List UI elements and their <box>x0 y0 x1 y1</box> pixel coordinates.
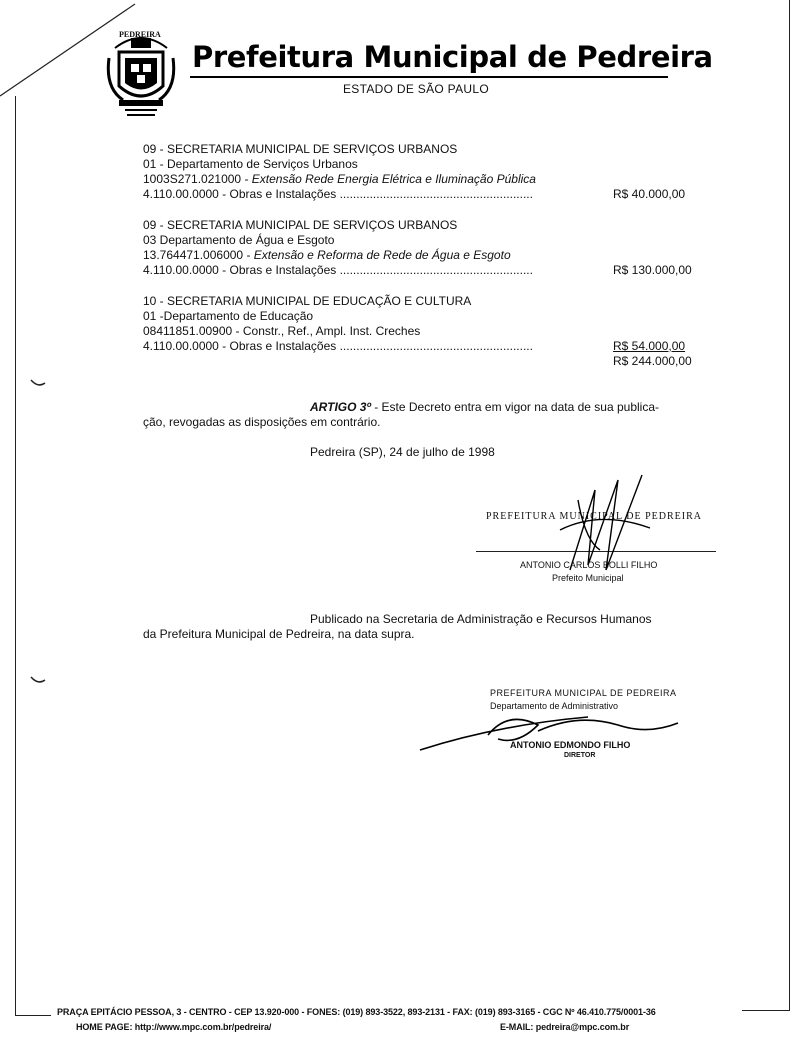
footer-homepage[interactable]: HOME PAGE: http://www.mpc.com.br/pedreira/ <box>76 1022 272 1032</box>
artigo-label: ARTIGO 3º <box>310 400 371 414</box>
bottom-border-line-right <box>742 1010 790 1011</box>
signature-2-org: PREFEITURA MUNICIPAL DE PEDREIRA <box>490 688 677 698</box>
crest-icon <box>105 28 177 118</box>
item-2-projeto: 13.764471.006000 - Extensão e Reforma de Rede de Água e Esgoto <box>143 248 511 262</box>
signature-1-scribble <box>540 470 660 580</box>
item-2-valor: R$ 130.000,00 <box>613 263 692 277</box>
item-2-projeto-desc: Extensão e Reforma de Rede de Água e Esgoto <box>253 248 511 262</box>
item-3-projeto: 08411851.00900 - Constr., Ref., Ampl. Inst. Creches <box>143 324 421 338</box>
item-1-secretaria: 09 - SECRETARIA MUNICIPAL DE SERVIÇOS URBANOS <box>143 142 458 156</box>
item-3-natureza-text: 4.110.00.0000 - Obras e Instalações <box>143 339 337 353</box>
item-2-departamento: 03 Departamento de Água e Esgoto <box>143 233 335 247</box>
bottom-border-line <box>15 1015 51 1016</box>
item-2-natureza <box>143 263 533 278</box>
item-1-projeto-desc: Extensão Rede Energia Elétrica e Iluminação Pública <box>251 172 536 186</box>
item-1-projeto-code: 1003S271.021000 <box>143 172 242 186</box>
total-valor: R$ 244.000,00 <box>613 354 692 368</box>
right-border-line <box>789 0 790 1010</box>
item-2-secretaria: 09 - SECRETARIA MUNICIPAL DE SERVIÇOS URBANOS <box>143 218 458 232</box>
item-3-projeto-code: 08411851.00900 <box>143 324 233 338</box>
signature-2-dept: Departamento de Administrativo <box>490 701 619 711</box>
item-1-natureza <box>143 187 533 202</box>
item-1-valor: R$ 40.000,00 <box>613 187 686 201</box>
item-2-projeto-code: 13.764471.006000 <box>143 248 244 262</box>
item-3-dots: .......................................................... <box>339 339 533 353</box>
item-3-natureza <box>143 339 533 354</box>
signature-2-name: ANTONIO EDMONDO FILHO <box>510 740 631 750</box>
crest-label: PEDREIRA <box>119 30 161 39</box>
artigo-line-2: ção, revogadas as disposições em contrário. <box>143 415 381 429</box>
item-3-secretaria: 10 - SECRETARIA MUNICIPAL DE EDUCAÇÃO E CULTURA <box>143 294 472 308</box>
signature-1-org: PREFEITURA MUNICIPAL DE PEDREIRA <box>486 511 702 522</box>
item-1-natureza-text: 4.110.00.0000 - Obras e Instalações <box>143 187 337 201</box>
punch-hole-mark-bottom <box>30 675 46 685</box>
state-subtitle: ESTADO DE SÃO PAULO <box>343 82 489 96</box>
title-underline <box>190 76 668 78</box>
publicado-line-2: da Prefeitura Municipal de Pedreira, na data supra. <box>143 627 415 641</box>
item-2-dots: .......................................................... <box>339 263 533 277</box>
place-date: Pedreira (SP), 24 de julho de 1998 <box>310 445 495 459</box>
item-1-departamento: 01 - Departamento de Serviços Urbanos <box>143 157 358 171</box>
artigo-line-1 <box>310 400 659 415</box>
footer-email[interactable]: E-MAIL: pedreira@mpc.com.br <box>500 1022 630 1032</box>
item-1-dots: .......................................................... <box>339 187 533 201</box>
page-title: Prefeitura Municipal de Pedreira <box>192 40 713 74</box>
item-2-natureza-text: 4.110.00.0000 - Obras e Instalações <box>143 263 337 277</box>
item-3-projeto-desc: Constr., Ref., Ampl. Inst. Creches <box>242 324 421 338</box>
artigo-text-1: - Este Decreto entra em vigor na data de sua publica- <box>374 400 660 414</box>
item-3-departamento: 01 -Departamento de Educação <box>143 309 314 323</box>
signature-2-role: DIRETOR <box>564 752 596 759</box>
municipal-crest <box>105 28 177 118</box>
signature-1-name: ANTONIO CARLOS BOLLI FILHO <box>520 560 658 570</box>
item-1-projeto: 1003S271.021000 - Extensão Rede Energia Elétrica e Iluminação Pública <box>143 172 536 186</box>
left-border-line <box>15 96 16 1016</box>
footer-address: PRAÇA EPITÁCIO PESSOA, 3 - CENTRO - CEP 13.920-000 - FONES: (019) 893-3522, 893-2131 - FAX: (019) 893-3165 - CGC Nº 46.410.775/0001-36 <box>57 1007 656 1017</box>
publicado-line-1: Publicado na Secretaria de Administração e Recursos Humanos <box>310 612 652 626</box>
item-3-valor: R$ 54.000,00 <box>613 339 686 353</box>
signature-2-scribble <box>418 705 683 755</box>
signature-1-role: Prefeito Municipal <box>552 573 624 583</box>
punch-hole-mark-top <box>30 378 46 388</box>
